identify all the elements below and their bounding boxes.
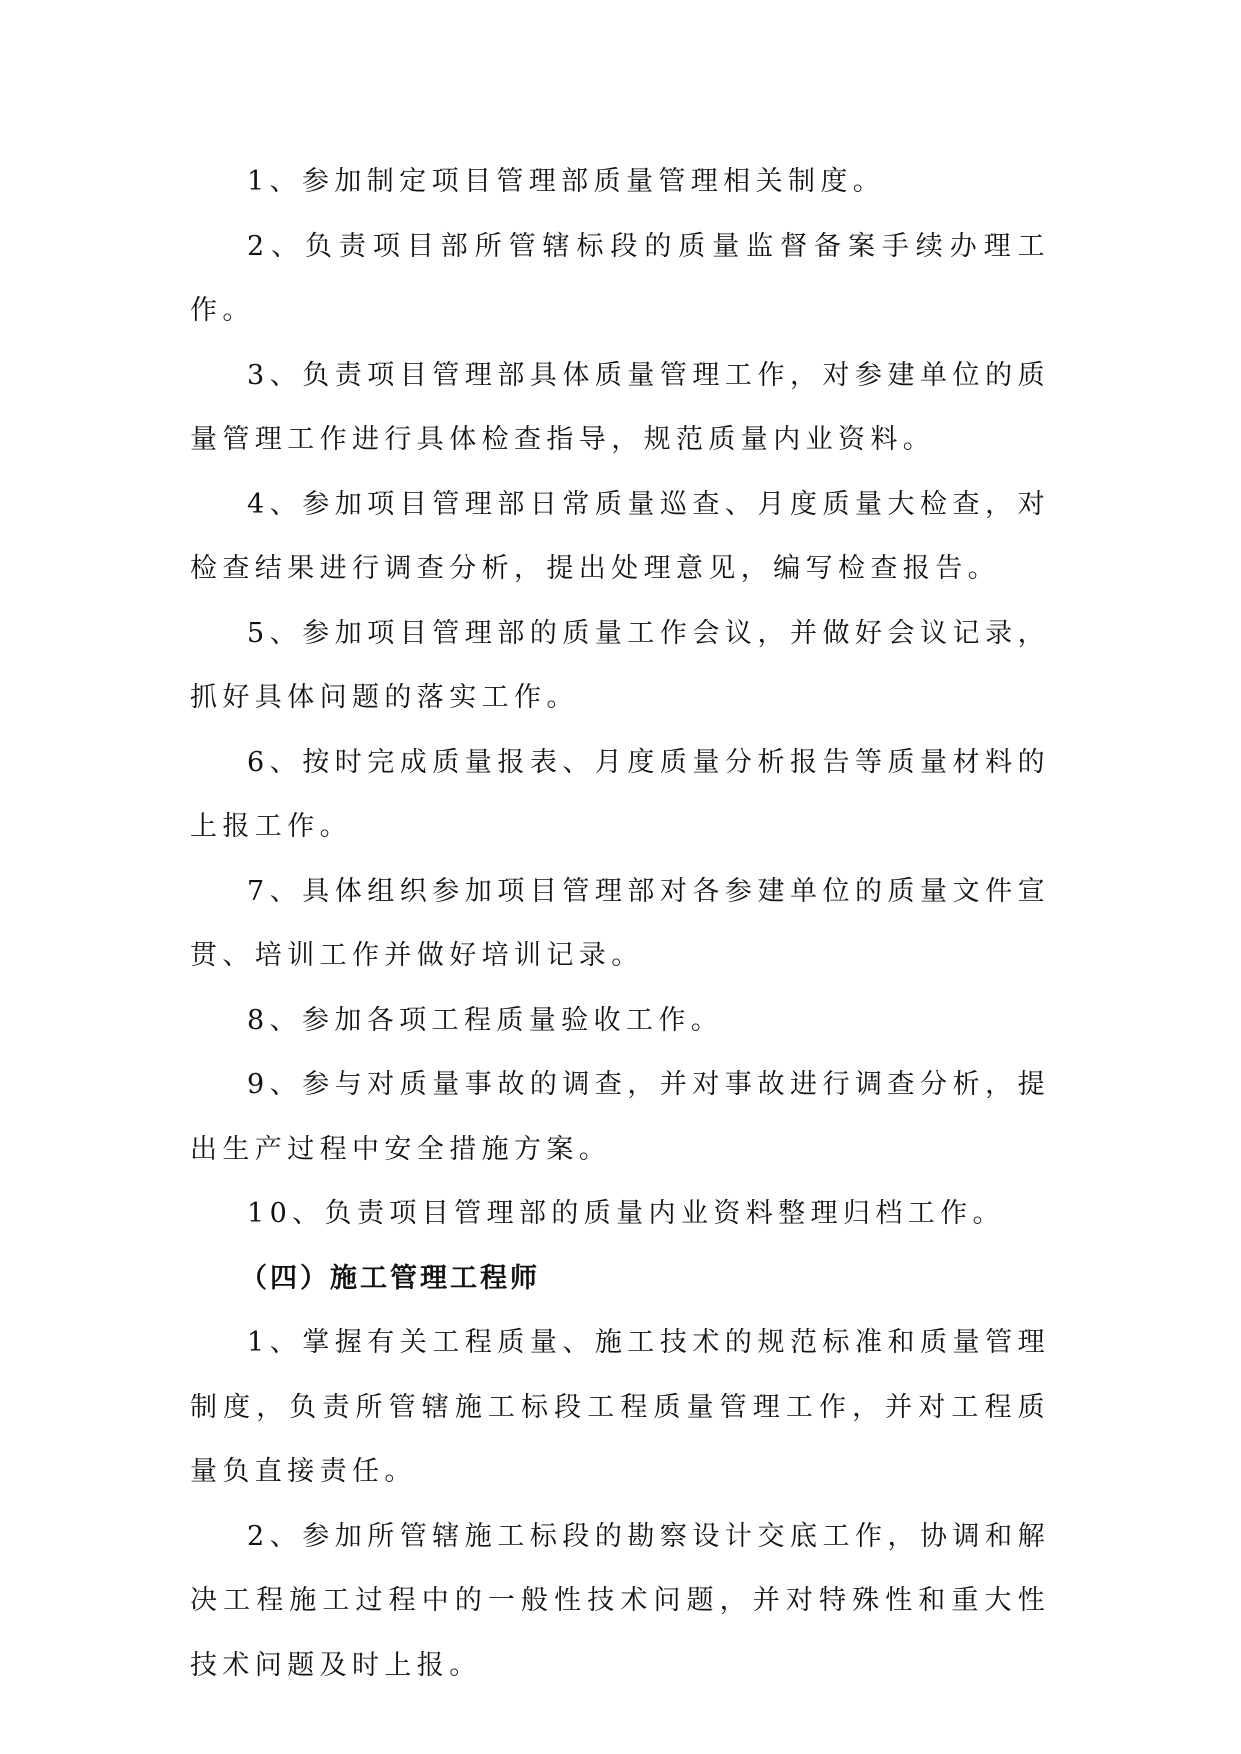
duty-item-7: 7、具体组织参加项目管理部对各参建单位的质量文件宣贯、培训工作并做好培训记录。 [190,875,1050,971]
duty-item-10: 10、负责项目管理部的质量内业资料整理归档工作。 [247,1198,1005,1229]
document-body [190,150,1050,1698]
duty-item-3: 3、负责项目管理部具体质量管理工作，对参建单位的质量管理工作进行具体检查指导，规范质量内业资料。 [190,359,1050,455]
engineer-duty-item-2: 2、参加所管辖施工标段的勘察设计交底工作，协调和解决工程施工过程中的一般性技术问题，并对特殊性和重大性技术问题及时上报。 [190,1520,1050,1681]
duty-item-6: 6、按时完成质量报表、月度质量分析报告等质量材料的上报工作。 [190,746,1050,842]
duty-item-9: 9、参与对质量事故的调查，并对事故进行调查分析，提出生产过程中安全措施方案。 [190,1069,1050,1165]
duty-item-2: 2、负责项目部所管辖标段的质量监督备案手续办理工作。 [190,230,1050,326]
duty-item-1: 1、参加制定项目管理部质量管理相关制度。 [247,166,886,197]
duty-item-5: 5、参加项目管理部的质量工作会议，并做好会议记录，抓好具体问题的落实工作。 [190,617,1050,713]
duty-item-4: 4、参加项目管理部日常质量巡查、月度质量大检查，对检查结果进行调查分析，提出处理意见，编写检查报告。 [190,488,1050,584]
section-heading: （四）施工管理工程师 [240,1262,540,1294]
duty-item-8: 8、参加各项工程质量验收工作。 [247,1004,724,1036]
engineer-duty-item-1: 1、掌握有关工程质量、施工技术的规范标准和质量管理制度，负责所管辖施工标段工程质量管理工作，并对工程质量负直接责任。 [190,1327,1050,1487]
